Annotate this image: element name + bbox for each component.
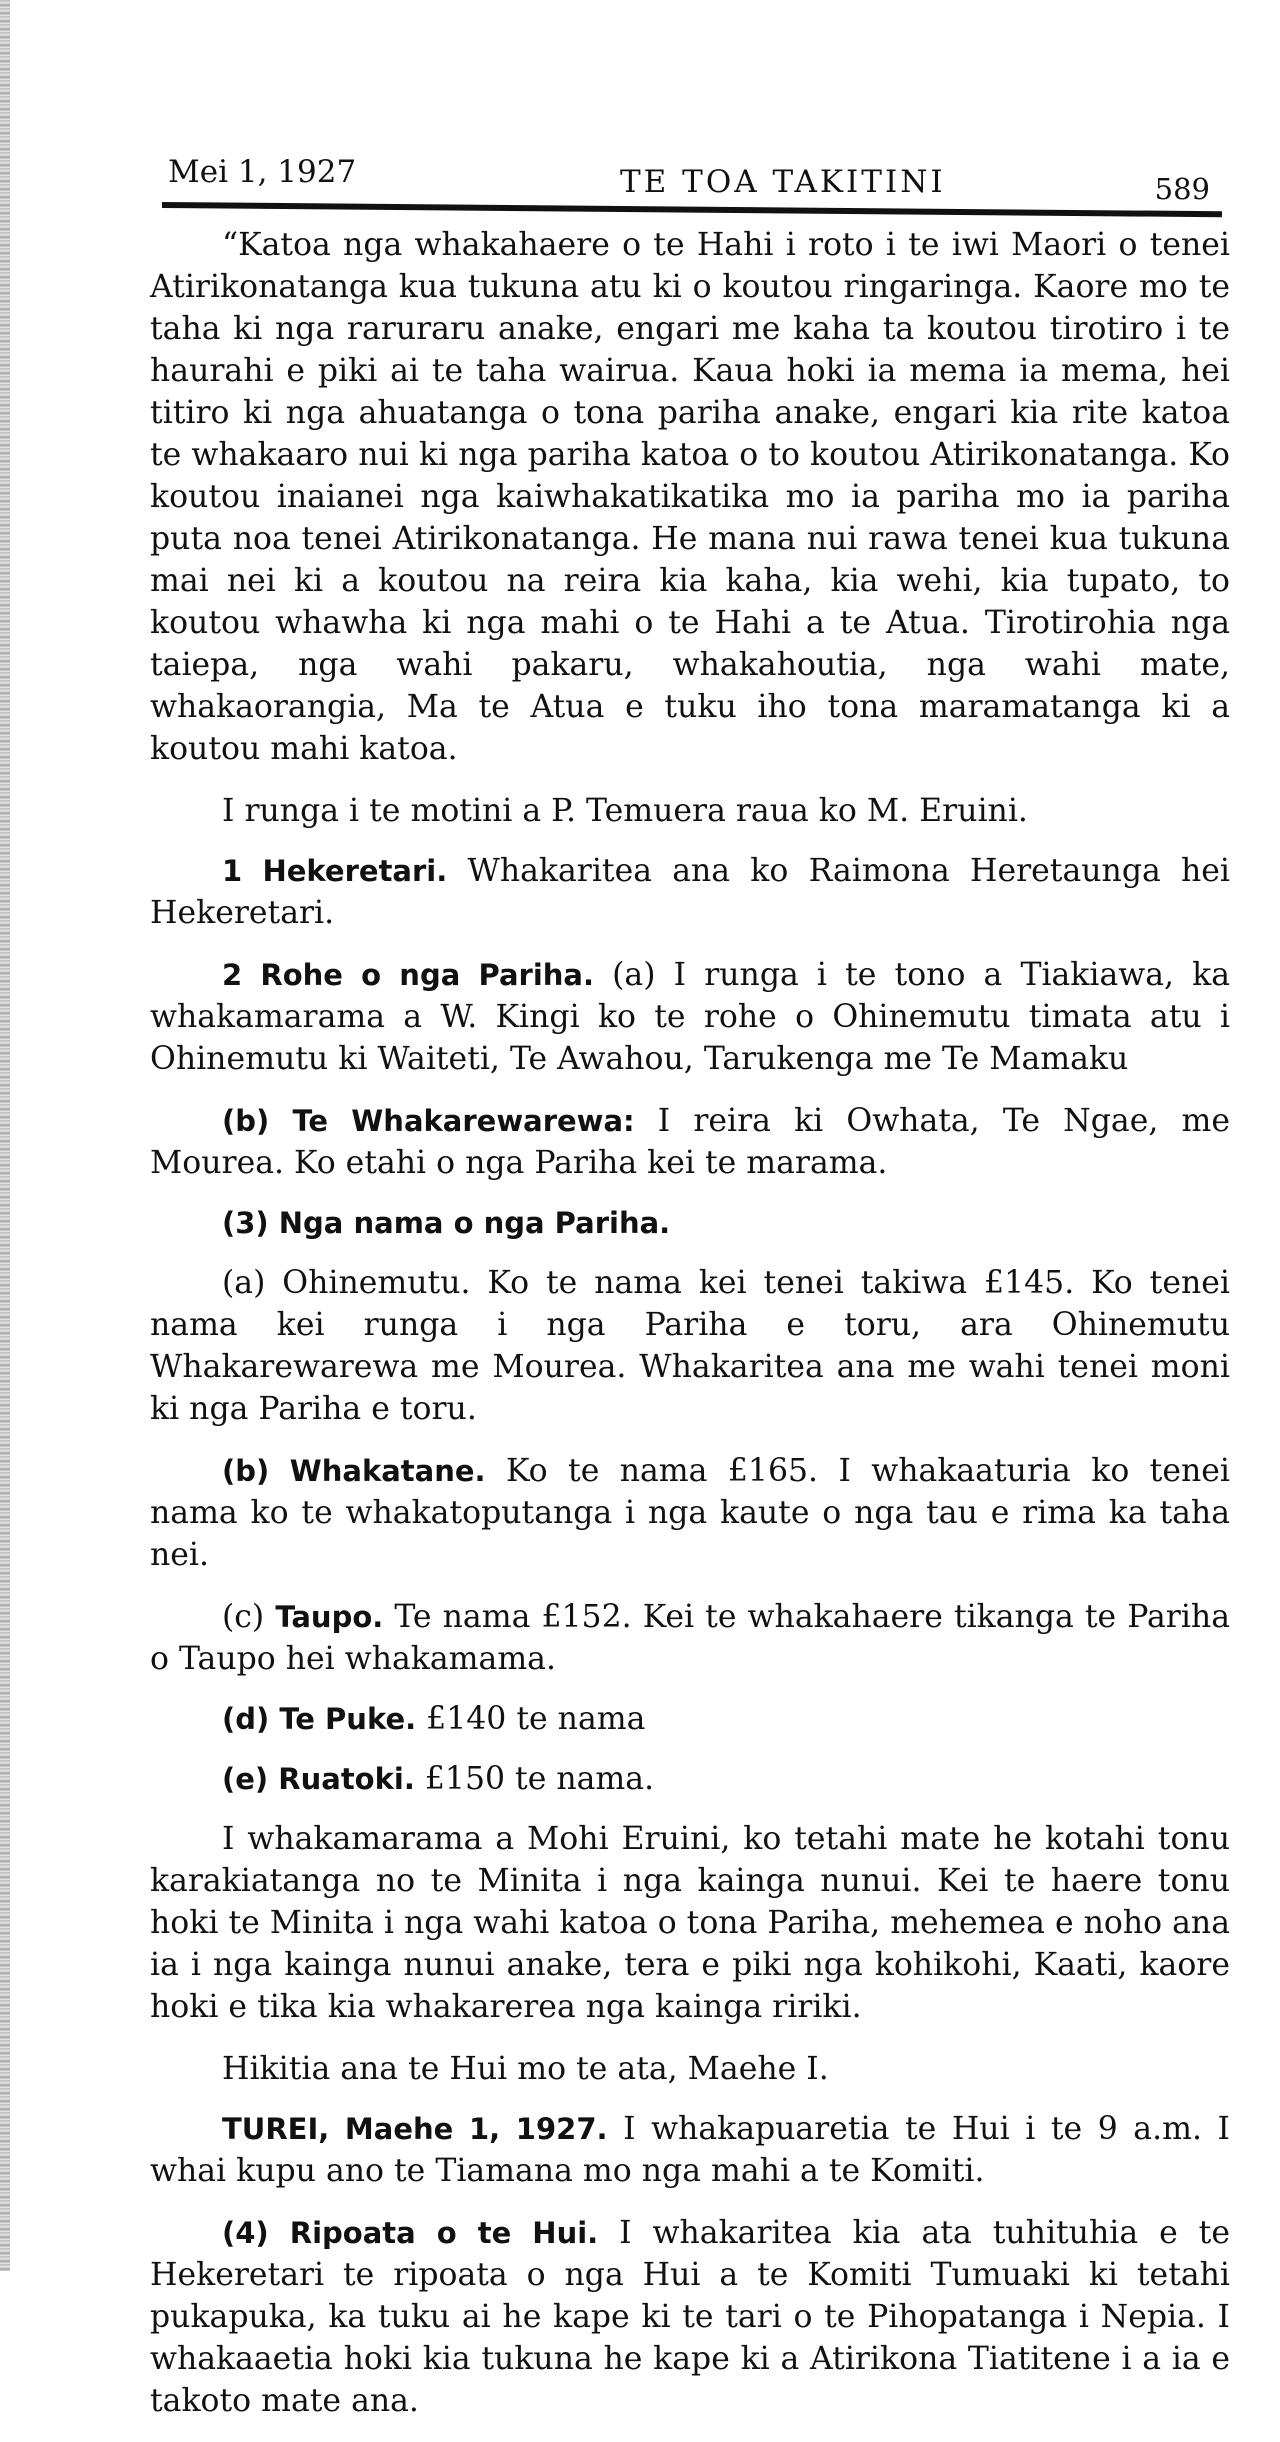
page-number: 589	[1154, 172, 1210, 206]
paragraph-adjournment: Hikitia ana te Hui mo te ata, Maehe I.	[222, 2051, 829, 2087]
section-heading: (b) Te Whakarewarewa:	[222, 1104, 635, 1138]
section-heading: 1 Hekeretari.	[222, 854, 448, 888]
paragraph-ohinemutu: (a) Ohinemutu. Ko te nama kei tenei takiwa £145. Ko tenei nama kei runga i nga Pariha e toru, ara Ohinemutu Whakarewarewa me Mourea. Whakaritea ana me wahi tenei moni ki nga Pariha e toru.	[150, 1265, 1230, 1427]
paragraph-text: £150 te nama.	[414, 1761, 655, 1797]
running-header	[150, 150, 1230, 206]
paragraph-text: I reira ki Owhata, Te Ngae, me Mourea. Ko etahi o nga Pariha kei te marama.	[150, 1103, 1230, 1181]
paragraph-text: Whakaritea ana ko Raimona Heretaunga hei Hekeretari.	[150, 853, 1230, 931]
section-heading: TUREI, Maehe 1, 1927.	[222, 2112, 608, 2146]
header-rule	[162, 202, 1222, 217]
section-heading: (b) Whakatane.	[222, 1454, 486, 1488]
paragraph-ruatoki	[150, 1758, 1230, 1800]
paragraph-text: I whakaritea kia ata tuhituhia e te Hekeretari te ripoata o nga Hui a te Komiti Tumuaki ki tetahi pukapuka, ka tuku ai he kape ki te tari o te Pihopatanga i Nepia. I whakaaetia hoki kia tukuna he kape ki a Atirikona Tiatitene i a ia e takoto mate ana.	[150, 2215, 1230, 2419]
section-heading: (4) Ripoata o te Hui.	[222, 2216, 599, 2250]
paragraph-motion: I runga i te motini a P. Temuera raua ko M. Eruini.	[222, 793, 1028, 829]
paragraph-text: Te nama £152. Kei te whakahaere tikanga te Pariha o Taupo hei whakamama.	[150, 1599, 1231, 1677]
section-heading: (d) Te Puke.	[222, 1702, 417, 1736]
document-page	[150, 150, 1230, 2442]
article-body	[150, 224, 1230, 2422]
paragraph-debts-heading	[150, 1202, 1230, 1244]
section-heading: 2 Rohe o nga Pariha.	[222, 958, 595, 992]
paragraph-te-puke	[150, 1698, 1230, 1740]
scanned-page-edge	[0, 0, 10, 2271]
paragraph-report	[150, 2212, 1230, 2422]
paragraph-text: Ko te nama £165. I whakaaturia ko tenei nama ko te whakatoputanga i nga kaute o nga tau e rima ka taha nei.	[150, 1453, 1230, 1573]
paragraph-text: (a) I runga i te tono a Tiakiawa, ka whakamarama a W. Kingi ko te rohe o Ohinemutu timata atu i Ohinemutu ki Waiteti, Te Awahou, Tarukenga me Te Mamaku	[150, 957, 1230, 1077]
paragraph-tuesday	[150, 2108, 1230, 2192]
section-heading: (e) Ruatoki.	[222, 1762, 415, 1796]
paragraph-whakatane	[150, 1450, 1230, 1576]
paragraph-secretary	[150, 850, 1230, 934]
paragraph-text: £140 te nama	[416, 1701, 646, 1737]
publication-title: TE TOA TAKITINI	[620, 164, 946, 200]
paragraph-parish-boundaries	[150, 954, 1230, 1080]
section-heading: (3) Nga nama o nga Pariha.	[222, 1206, 671, 1240]
header-date: Mei 1, 1927	[168, 154, 357, 190]
paragraph-charge: “Katoa nga whakahaere o te Hahi i roto i te iwi Maori o tenei Atirikonatanga kua tukuna atu ki o koutou ringaringa. Kaore mo te taha ki nga raruraru anake, engari me kaha ta koutou tirotiro i te haurahi e piki ai te taha wairua. Kaua hoki ia mema ia mema, hei titiro ki nga ahuatanga o tona pariha anake, engari kia rite katoa te whakaaro nui ki nga pariha katoa o to koutou Atirikonatanga. Ko koutou inaianei nga kaiwhakatikatika mo ia pariha mo ia pariha puta noa tenei Atirikonatanga. He mana nui rawa tenei kua tukuna mai nei ki a koutou na reira kia kaha, kia wehi, kia tupato, to koutou whawha ki nga mahi o te Hahi a te Atua. Tirotirohia nga taiepa, nga wahi pakaru, whakahoutia, nga wahi mate, whakaorangia, Ma te Atua e tuku iho tona maramatanga ki a koutou mahi katoa.	[150, 227, 1230, 767]
paragraph-text: I whakapuaretia te Hui i te 9 a.m. I whai kupu ano te Tiamana mo nga mahi a te Komiti.	[150, 2111, 1230, 2189]
paragraph-whakarewarewa	[150, 1100, 1230, 1184]
paragraph-taupo	[150, 1596, 1230, 1680]
item-prefix: (c)	[222, 1599, 276, 1635]
paragraph-explanation: I whakamarama a Mohi Eruini, ko tetahi mate he kotahi tonu karakiatanga no te Minita i nga kainga nunui. Kei te haere tonu hoki te Minita i nga wahi katoa o tona Pariha, mehemea e noho ana ia i nga kainga nunui anake, tera e piki nga kohikohi, Kaati, kaore hoki e tika kia whakarerea nga kainga ririki.	[150, 1821, 1230, 2025]
section-heading: Taupo.	[275, 1600, 384, 1634]
